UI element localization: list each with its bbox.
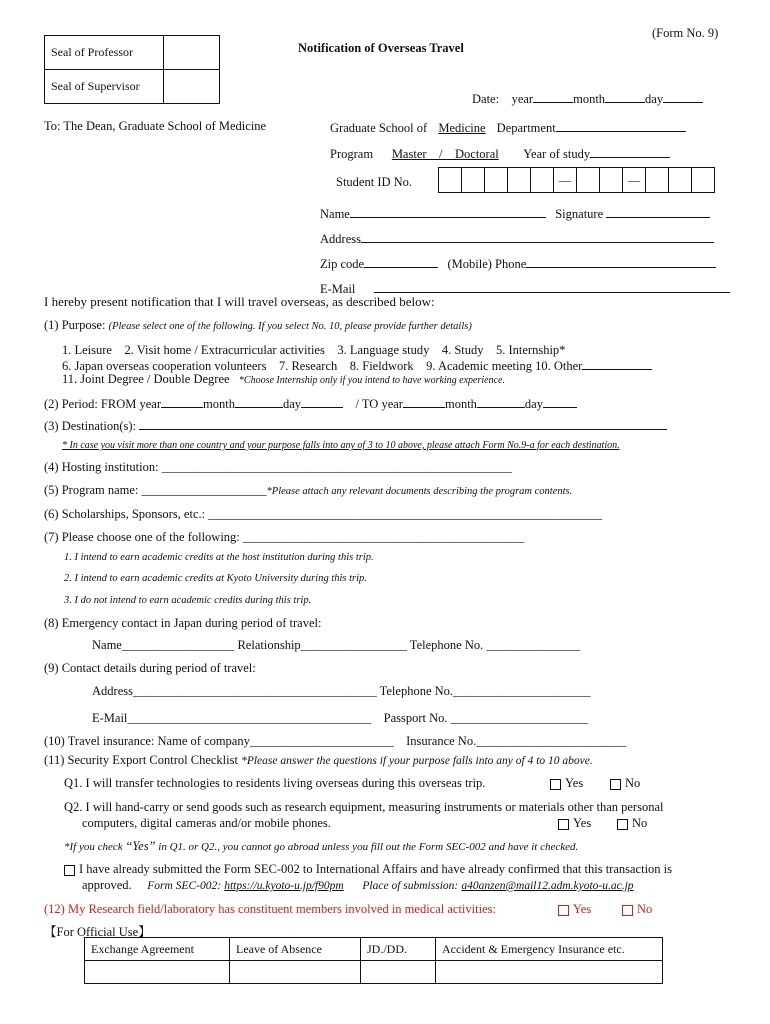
year-of-study-label: Year of study [523,147,591,161]
student-id-cell[interactable] [692,168,715,193]
to-month-field[interactable] [477,395,525,408]
emergency-contact-row[interactable]: Name__________________ Relationship_________________ Telephone No. _______________ [92,638,581,652]
q2-no-checkbox[interactable] [617,819,628,830]
purpose-options-line1[interactable]: 1. Leisure 2. Visit home / Extracurricular activities 3. Language study 4. Study 5. Internship* [62,343,566,357]
to-day-label: day [524,397,543,411]
q1-no-option[interactable] [610,776,640,791]
choose-row[interactable]: (7) Please choose one of the following: _____________________________________________ [44,530,525,544]
security-header [44,753,593,768]
research-yes-label: Yes [573,902,592,916]
official-col-jd-dd: JD./DD. [361,938,436,961]
sec-002-submitted-text: I have already submitted the Form SEC-002 to International Affairs and have already confirmed that this transaction is [79,862,673,876]
email-field[interactable] [374,280,730,293]
q1-text: Q1. I will transfer technologies to residents living overseas during this overseas trip. [64,776,486,790]
place-of-submission-label: Place of submission: [362,880,459,892]
period-from-label: (2) Period: FROM year [44,397,161,411]
purpose-option-joint-degree[interactable]: 11. Joint Degree / Double Degree [62,372,230,386]
from-day-label: day [282,397,302,411]
from-day-field[interactable] [301,395,343,408]
purpose-label: (1) Purpose: [44,318,106,332]
program-name-note: *Please attach any relevant documents describing the program contents. [266,486,573,497]
signature-field[interactable] [606,205,710,218]
research-no-checkbox[interactable] [622,905,633,916]
student-id-cell[interactable] [439,168,462,193]
q1-yes-option[interactable] [550,776,583,791]
seal-supervisor-box[interactable] [164,70,220,104]
date-day-label: day [645,92,664,106]
to-month-label: month [444,397,477,411]
q2-no-label: No [632,816,648,830]
warning-yes: “Yes” [125,839,156,853]
destination-row [44,417,667,434]
address-field[interactable] [361,230,714,243]
sec-002-submitted-checkbox[interactable] [64,865,75,876]
sec-002-submitted-line2 [82,878,634,893]
official-cell [85,961,230,984]
official-col-leave: Leave of Absence [230,938,361,961]
to-year-field[interactable] [403,395,445,408]
date-year-field[interactable] [533,90,573,103]
research-yes-checkbox[interactable] [558,905,569,916]
contact-details-label: (9) Contact details during period of travel: [44,661,256,675]
research-yes-option[interactable] [558,902,591,917]
from-month-field[interactable] [235,395,283,408]
official-use-label: 【For Official Use】 [44,925,151,939]
emergency-contact-label: (8) Emergency contact in Japan during period of travel: [44,616,322,630]
purpose-header [44,318,472,333]
name-field[interactable] [350,205,546,218]
program-value[interactable]: Master / Doctoral [391,147,499,161]
purpose-other-field[interactable] [582,357,652,370]
purpose-note: (Please select one of the following. If you select No. 10, please provide further details) [108,321,472,332]
period-row [44,395,577,412]
email-label: E-Mail [320,282,356,296]
student-id-cell[interactable] [485,168,508,193]
form-sec-002-link[interactable]: https://u.kyoto-u.jp/f90pm [224,880,344,892]
student-id-cell[interactable] [600,168,623,193]
year-of-study-field[interactable] [590,145,670,158]
student-id-cell[interactable] [669,168,692,193]
sec-002-warning [64,839,578,854]
date-label: Date: [472,92,500,106]
student-id-cell[interactable] [531,168,554,193]
scholarships-row[interactable]: (6) Scholarships, Sponsors, etc.: _______________________________________________________________ [44,507,602,521]
address-row [320,230,714,247]
contact-address-row[interactable]: Address_______________________________________ Telephone No.______________________ [92,684,591,698]
q2-yes-checkbox[interactable] [558,819,569,830]
research-field-label: (12) My Research field/laboratory has constituent members involved in medical activities: [44,902,496,916]
q2-text-line2: computers, digital cameras and/or mobile phones. [82,816,331,830]
graduate-school-label: Graduate School of [330,121,428,135]
credit-option-2[interactable]: 2. I intend to earn academic credits at Kyoto University during this trip. [64,573,367,584]
destination-note: * In case you visit more than one country and your purpose falls into any of 3 to 10 above, please attach Form No.9-a for each destination. [62,440,620,451]
graduate-school-value: Medicine [438,121,486,135]
program-row [330,144,670,162]
q1-no-checkbox[interactable] [610,779,621,790]
name-row [320,205,710,222]
form-number: (Form No. 9) [652,26,719,40]
approved-label: approved. [82,878,132,892]
hosting-institution-row[interactable]: (4) Hosting institution: ________________________________________________________ [44,460,512,474]
from-month-label: month [203,397,235,411]
zip-label: Zip code [320,257,365,271]
warning-prefix: *If you check [64,841,123,853]
q1-yes-checkbox[interactable] [550,779,561,790]
q2-yes-option[interactable] [558,816,591,831]
q2-yes-label: Yes [573,816,592,830]
student-id-grid[interactable] [438,167,715,193]
official-col-exchange: Exchange Agreement [85,938,230,961]
official-cell [361,961,436,984]
zip-field[interactable] [364,255,438,268]
official-cell [436,961,663,984]
phone-field[interactable] [526,255,716,268]
seal-professor-label: Seal of Professor [45,36,164,70]
to-day-field[interactable] [543,395,577,408]
research-no-label: No [637,902,653,916]
program-label: Program [330,147,374,161]
zip-phone-row [320,255,716,272]
page-title: Notification of Overseas Travel [298,41,464,55]
purpose-options-line3[interactable] [62,372,505,387]
phone-label: (Mobile) Phone [447,257,527,271]
official-cell [230,961,361,984]
official-use-table [84,937,663,984]
department-label: Department [496,121,556,135]
program-name-label: (5) Program name: ____________________ [44,483,267,497]
q1-yes-label: Yes [565,776,584,790]
intro-text: I hereby present notification that I will travel overseas, as described below: [44,294,435,309]
date-year-label: year [511,92,534,106]
q2-no-option[interactable] [617,816,647,831]
student-id-dash: — [554,168,577,193]
q1-no-label: No [625,776,641,790]
date-month-label: month [573,92,606,106]
seal-table [44,35,220,104]
sec-002-submitted-line1[interactable] [64,862,672,877]
student-id-cell[interactable] [646,168,669,193]
date-row [472,90,703,107]
internship-note: *Choose Internship only if you intend to have working experience. [238,375,505,386]
from-year-field[interactable] [161,395,203,408]
period-to-label: / TO year [355,397,403,411]
destination-field[interactable] [139,417,667,430]
student-id-cell[interactable] [462,168,485,193]
student-id-cell[interactable] [577,168,600,193]
graduate-school-row [330,119,686,136]
destination-label: (3) Destination(s): [44,419,136,433]
seal-professor-box[interactable] [164,36,220,70]
address-label: Address [320,232,361,246]
form-sec-002-label: Form SEC-002: [147,880,222,892]
q2-text-line1: Q2. I will hand-carry or send goods such as research equipment, measuring instruments or materials other than personal [64,800,664,814]
student-id-dash: — [623,168,646,193]
program-name-row[interactable] [44,483,572,498]
insurance-row[interactable]: (10) Travel insurance: Name of company_______________________ Insurance No.________________________ [44,734,627,748]
contact-email-row[interactable]: E-Mail_______________________________________ Passport No. ______________________ [92,711,589,725]
research-field-row [44,902,496,917]
date-month-field[interactable] [605,90,645,103]
purpose-options-text: 6. Japan overseas cooperation volunteers 7. Research 8. Fieldwork 9. Academic meeting 10. Other [62,359,583,373]
place-of-submission-email[interactable]: a40anzen@mail12.adm.kyoto-u.ac.jp [461,880,634,892]
research-no-option[interactable] [622,902,652,917]
warning-suffix: in Q1. or Q2., you cannot go abroad unless you fill out the Form SEC-002 and have it checked. [158,841,579,853]
addressee: To: The Dean, Graduate School of Medicine [44,119,267,133]
student-id-cell[interactable] [508,168,531,193]
name-label: Name [320,207,350,221]
credit-option-3[interactable]: 3. I do not intend to earn academic credits during this trip. [64,595,312,606]
official-col-insurance: Accident & Emergency Insurance etc. [436,938,663,961]
date-day-field[interactable] [663,90,703,103]
department-field[interactable] [556,119,686,132]
credit-option-1[interactable]: 1. I intend to earn academic credits at the host institution during this trip. [64,552,374,563]
signature-label: Signature [555,207,604,221]
security-label: (11) Security Export Control Checklist [44,753,238,767]
security-note: *Please answer the questions if your purpose falls into any of 4 to 10 above. [241,755,593,767]
seal-supervisor-label: Seal of Supervisor [45,70,164,104]
student-id-label: Student ID No. [336,175,413,189]
